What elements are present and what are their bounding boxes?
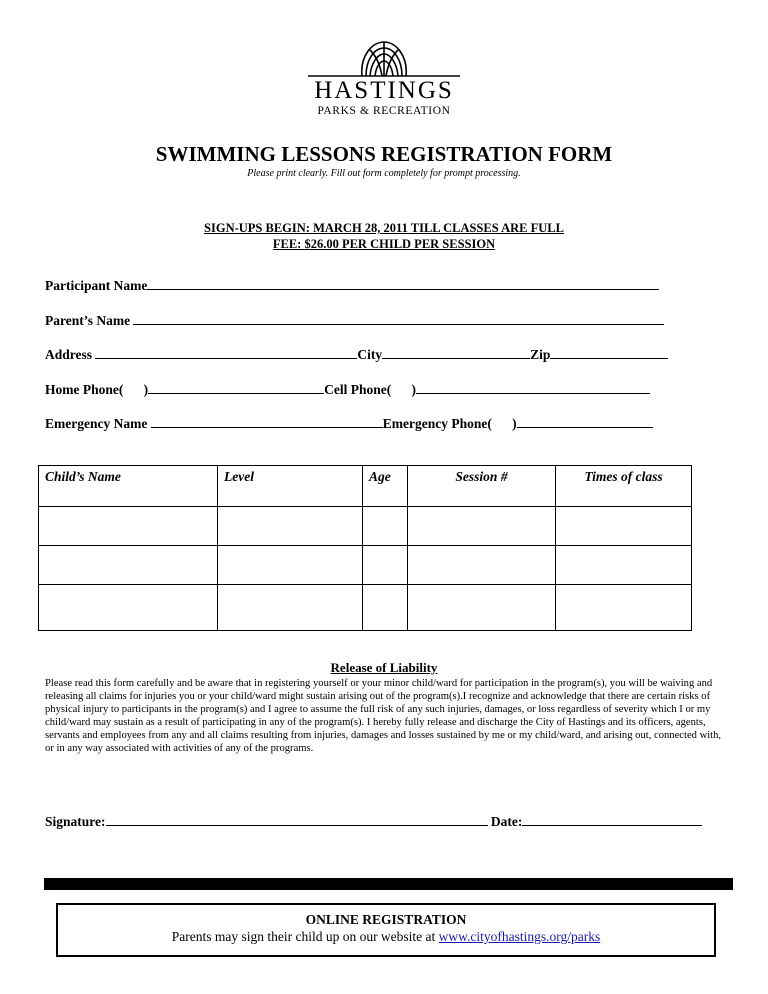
cell-input[interactable] xyxy=(408,585,556,631)
col-childs-name: Child’s Name xyxy=(39,466,218,507)
col-session: Session # xyxy=(408,466,556,507)
home-phone-field[interactable] xyxy=(148,382,324,394)
online-text xyxy=(58,928,714,945)
zip-field[interactable] xyxy=(550,347,668,359)
table-row xyxy=(39,507,692,546)
cell-input[interactable] xyxy=(218,546,363,585)
table-header-row xyxy=(39,466,692,507)
city-label: City xyxy=(357,347,383,362)
release-body: Please read this form carefully and be aware that in registering yourself or your minor child/ward for participation in the program(s), you will be waiving and releasing all claims for injuries you or your child/ward might sustain arising out of the program(s).I recognize and acknowledge that there are certain risks of physical injury to participants in the program(s) and I agree to assume the full risk of any such injuries, damages, or loss regardless of severity which I or my child/ward may sustain as a result of participating in any of the program(s). I hereby fully release and discharge the City of Hastings and its officers, agents, servants and employees from any and all claims resulting from injuries, damages and losses sustained by me or my child/ward, and arising out, connected with, or in any way associated with activities of any of the programs. xyxy=(45,678,722,754)
participant-name-row xyxy=(45,278,659,294)
online-text-label: Parents may sign their child up on our website at xyxy=(171,929,439,944)
cell-input[interactable] xyxy=(556,546,692,585)
city-field[interactable] xyxy=(382,347,530,359)
address-field[interactable] xyxy=(95,347,357,359)
emergency-name-label: Emergency Name xyxy=(45,416,148,431)
cell-phone-label: Cell Phone( ) xyxy=(324,382,416,397)
signature-field[interactable] xyxy=(106,814,488,826)
signups-notice: SIGN-UPS BEGIN: MARCH 28, 2011 TILL CLASSES ARE FULL xyxy=(204,221,564,235)
cell-input[interactable] xyxy=(363,507,408,546)
release-title: Release of Liability xyxy=(330,660,438,675)
cell-phone-field[interactable] xyxy=(416,382,650,394)
date-field[interactable] xyxy=(522,814,702,826)
divider-bar xyxy=(44,878,733,890)
participant-name-label: Participant Name xyxy=(45,278,148,293)
col-age: Age xyxy=(363,466,408,507)
cell-input[interactable] xyxy=(363,585,408,631)
address-label: Address xyxy=(45,347,93,362)
cell-input[interactable] xyxy=(363,546,408,585)
emergency-phone-label: Emergency Phone( ) xyxy=(382,416,517,431)
form-subtitle: Please print clearly. Fill out form completely for prompt processing. xyxy=(247,168,521,179)
website-link[interactable]: www.cityofhastings.org/parks xyxy=(438,929,601,944)
table-row xyxy=(39,585,692,631)
org-name: HASTINGS xyxy=(314,77,454,104)
phone-row xyxy=(45,382,650,398)
emergency-name-field[interactable] xyxy=(151,416,383,428)
emergency-row xyxy=(45,416,653,432)
parent-name-label: Parent’s Name xyxy=(45,313,131,328)
zip-label: Zip xyxy=(530,347,551,362)
cell-input[interactable] xyxy=(218,507,363,546)
cell-input[interactable] xyxy=(39,585,218,631)
parent-name-field[interactable] xyxy=(133,313,664,325)
address-row xyxy=(45,347,668,363)
emergency-phone-field[interactable] xyxy=(517,416,653,428)
date-label: Date: xyxy=(490,814,523,829)
online-registration-box xyxy=(56,903,716,957)
cell-input[interactable] xyxy=(408,507,556,546)
participant-name-field[interactable] xyxy=(147,278,659,290)
cell-input[interactable] xyxy=(556,507,692,546)
class-table xyxy=(38,465,692,631)
cell-input[interactable] xyxy=(218,585,363,631)
cell-input[interactable] xyxy=(556,585,692,631)
cell-input[interactable] xyxy=(39,546,218,585)
online-title: ONLINE REGISTRATION xyxy=(305,912,467,927)
form-title: SWIMMING LESSONS REGISTRATION FORM xyxy=(155,142,613,166)
cell-input[interactable] xyxy=(408,546,556,585)
table-row xyxy=(39,546,692,585)
col-times: Times of class xyxy=(556,466,692,507)
parent-name-row xyxy=(45,313,664,329)
org-subtitle: PARKS & RECREATION xyxy=(317,105,451,117)
tree-icon xyxy=(362,42,406,76)
fee-notice: FEE: $26.00 PER CHILD PER SESSION xyxy=(272,237,496,251)
col-level: Level xyxy=(218,466,363,507)
signature-row xyxy=(45,814,702,830)
cell-input[interactable] xyxy=(39,507,218,546)
home-phone-label: Home Phone( ) xyxy=(45,382,149,397)
signature-label: Signature: xyxy=(45,814,106,829)
